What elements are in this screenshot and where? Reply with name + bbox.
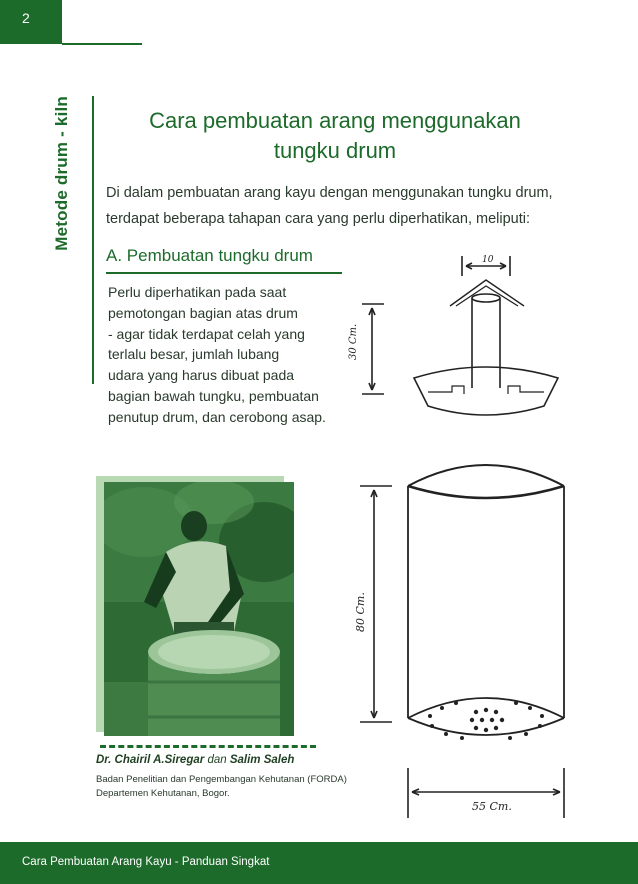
para-line: Perlu diperhatikan pada saat	[108, 284, 287, 300]
author-conjunction: dan	[207, 754, 227, 766]
intro-line-1: Di dalam pembuatan arang kayu dengan menggunakan tungku drum,	[106, 185, 553, 201]
author-2: Salim Saleh	[229, 754, 295, 766]
photo-illustration	[104, 482, 294, 736]
drum-width-label: 55 Cm.	[472, 800, 512, 813]
worker-drum-photo	[104, 482, 294, 736]
page-number-box	[0, 0, 62, 44]
author-1: Dr. Chairil A.Siregar	[96, 754, 205, 766]
chimney-width-label: 10	[482, 255, 494, 265]
para-line: terlalu besar, jumlah lubang	[108, 346, 280, 363]
authors	[96, 754, 294, 766]
side-label: Metode drum - kiln	[52, 96, 71, 251]
page-title	[110, 106, 560, 166]
footer-text: Cara Pembuatan Arang Kayu - Panduan Singkat	[22, 856, 270, 868]
affil-line-1: Badan Penelitian dan Pengembangan Kehutanan (FORDA)	[96, 774, 347, 785]
intro-line-2: terdapat beberapa tahapan cara yang perlu diperhatikan, meliputi:	[106, 211, 531, 227]
title-line-2: tungku drum	[273, 138, 397, 163]
credits-divider	[100, 745, 316, 748]
side-rule	[92, 96, 94, 384]
intro-paragraph	[106, 180, 586, 232]
para-line: udara yang harus dibuat pada	[108, 367, 295, 384]
top-rule	[62, 43, 142, 45]
page-number: 2	[22, 10, 30, 26]
section-a-rule	[106, 272, 342, 274]
affiliation	[96, 773, 347, 801]
section-a-heading: A. Pembuatan tungku drum	[106, 246, 313, 265]
drum-height-label: 80 Cm.	[354, 592, 367, 632]
chimney-height-label: 30 Cm.	[348, 323, 359, 360]
drum-kiln-drawing	[332, 248, 632, 838]
section-a-paragraph	[108, 282, 344, 428]
affil-line-2: Departemen Kehutanan, Bogor.	[96, 788, 230, 799]
title-line-1: Cara pembuatan arang menggunakan	[149, 108, 521, 133]
para-line: - agar tidak terdapat celah yang	[108, 325, 305, 342]
para-line: penutup drum, dan cerobong asap.	[108, 408, 326, 425]
para-line: bagian bawah tungku, pembuatan	[108, 387, 319, 404]
para-line: pemotongan bagian atas drum	[108, 304, 298, 321]
